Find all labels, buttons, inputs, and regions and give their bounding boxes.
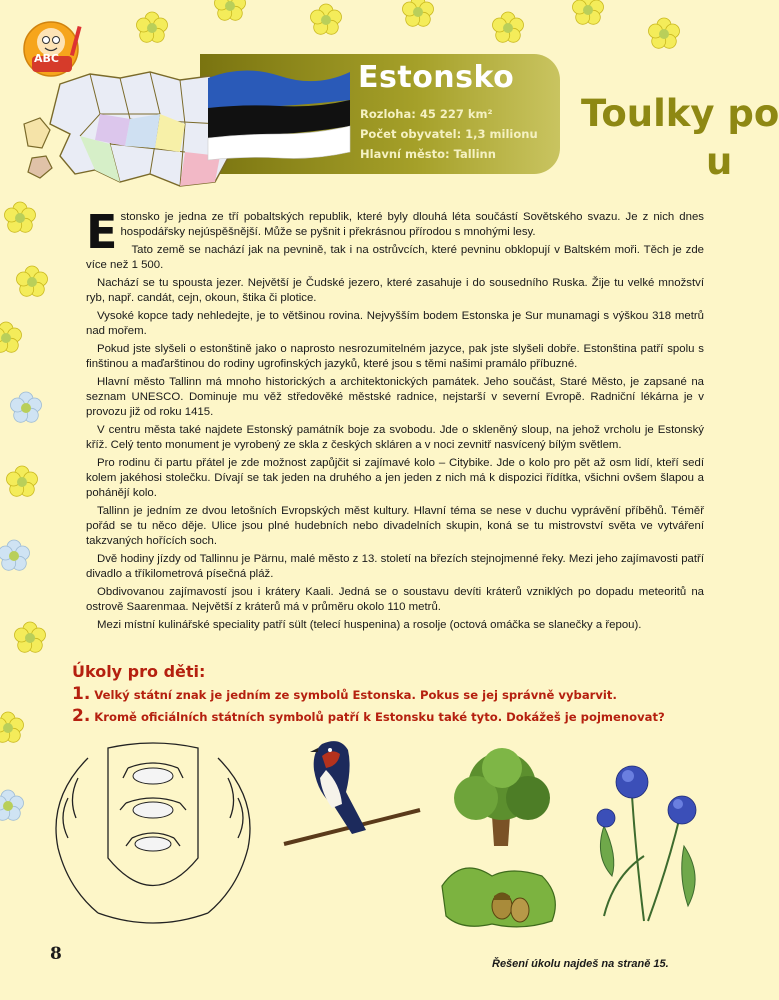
solution-note: Řešení úkolu najdeš na straně 15. xyxy=(492,958,669,970)
fact-population: Počet obyvatel: 1,3 milionu xyxy=(360,127,538,141)
paragraph: Dvě hodiny jízdy od Tallinnu je Pärnu, malé město z 13. století na březích stejnojmenné řeky. Mezi jeho zajímavosti patří divadlo a tříkilometrová písečná pláž. xyxy=(86,552,704,580)
estonia-flag-icon xyxy=(204,60,354,160)
headline-line-2: u xyxy=(706,140,733,183)
article-body xyxy=(86,205,704,635)
cornflower-icon xyxy=(584,756,714,926)
tasks-title: Úkoly pro děti: xyxy=(72,662,206,681)
paragraph: Hlavní město Tallinn má mnoho historických a architektonických památek. Jeho součást, Staré Město, je zapsané na seznam UNESCO. Dominuje mu věž středověké městské radnice, nejstarší v severní Evropě. Radniční lékárna je v provozu již od roku 1415. xyxy=(86,375,704,418)
fact-area: Rozloha: 45 227 km² xyxy=(360,107,493,121)
paragraph: Tallinn je jedním ze dvou letošních Evropských měst kultury. Hlavní téma se nese v duchu vyprávění příběhů. Téměř pořád se tu něco děje. Ulice jsou plné hudebních nebo divadelních skupin, koná se tu mistrovství světa ve vytváření takzvaných hořících soch. xyxy=(86,504,704,548)
paragraph: Pro rodinu či partu přátel je zde možnost zapůjčit si zajímavé kolo – Citybike. Jde o kolo pro pět až osm lidí, kteří sedí kolem jakéhosi stolečku. Dívají se tak jeden na druhého a jen jeden z nich má k dispozici řídítka, všichni ovšem šlapou a pohánějí kolo. xyxy=(86,456,704,499)
paragraph: Estonsko je jedna ze tří pobaltských republik, které byly dlouhá léta součástí Sovětského svazu. Je z nich dnes hospodářsky nejúspěšnější. Může se pyšnit i překrásnou přírodou s mnohými lesy. xyxy=(86,205,704,259)
fact-capital: Hlavní město: Tallinn xyxy=(360,147,496,161)
paragraph: Pokud jste slyšeli o estonštině jako o naprosto nesrozumitelném jazyce, pak jste slyšeli dobře. Estonština patří spolu s finštinou a maďarštinou do rodiny ugrofinských jazyků, které jsou s těmi našimi pramálo příbuzné. xyxy=(86,342,704,370)
paragraph: V centru města také najdete Estonský památník boje za svobodu. Jde o skleněný sloup, na jehož vrcholu je Estonský kříž. Celý tento monument je vyrobený ze skla z českých skláren a v noci zevnitř nasvícený bílým světlem. xyxy=(86,423,704,451)
logo-label: ABC xyxy=(34,52,59,65)
page-number: 8 xyxy=(50,944,62,964)
country-title: Estonsko xyxy=(358,60,515,95)
oak-tree-icon xyxy=(432,746,572,936)
task-1: 1. Velký státní znak je jedním ze symbolů Estonska. Pokus se jej správně vybarvit. xyxy=(72,684,617,704)
task-2: 2. Kromě oficiálních státních symbolů patří k Estonsku také tyto. Dokážeš je pojmenovat? xyxy=(72,706,665,726)
coat-of-arms-icon xyxy=(28,738,278,933)
swallow-bird-icon xyxy=(282,734,422,864)
headline-line-1: Toulky po xyxy=(581,92,779,135)
drop-cap: E xyxy=(86,205,118,259)
paragraph: Nachází se tu spousta jezer. Největší je Čudské jezero, které zasahuje i do sousedního Ruska. Žije tu velké množství ryb, např. candát, cejn, okoun, štika či plotice. xyxy=(86,276,704,305)
paragraph: Vysoké kopce tady nehledejte, je to většinou rovina. Nejvyšším bodem Estonska je Sur munamagi s výškou 318 metrů nad mořem. xyxy=(86,309,704,337)
country-facts xyxy=(360,104,538,164)
paragraph: Tato země se nachází jak na pevnině, tak i na ostrůvcích, které pevninu obklopují v Baltském moři. Těch je zde více než 1 500. xyxy=(86,243,704,272)
paragraph: Mezi místní kulinářské speciality patří sült (telecí huspenina) a rosolje (octová omáčka se slanečky a řepou). xyxy=(97,618,642,631)
paragraph: Obdivovanou zajímavostí jsou i krátery Kaali. Jedná se o soustavu devíti kráterů vzniklých po dopadu meteoritů na ostrově Saarenmaa. Největší z kráterů má v průměru okolo 110 metrů. xyxy=(86,585,704,613)
